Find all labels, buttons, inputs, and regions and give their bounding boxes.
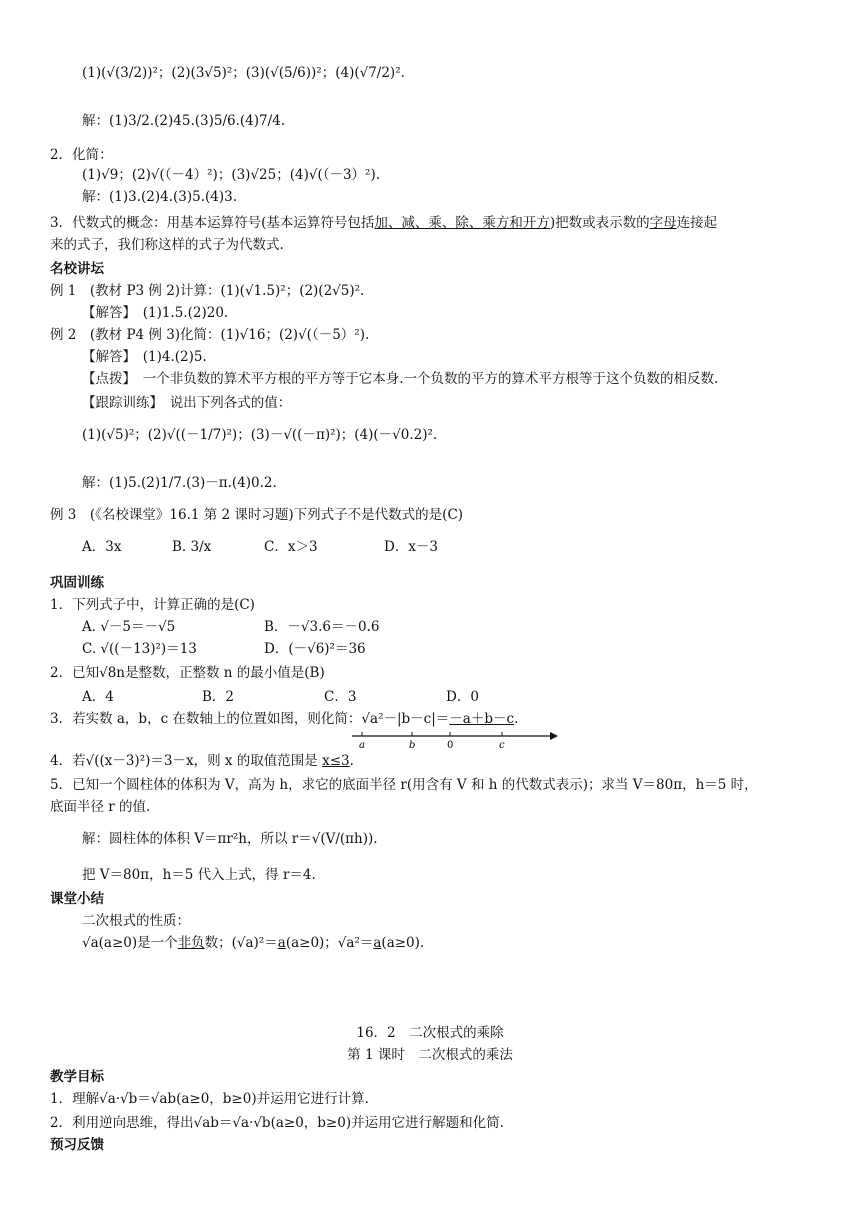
exercise-2-items: (1)√9；(2)√(（－4）²)；(3)√25；(4)√(（－3）²). <box>82 167 381 183</box>
practice-3 <box>50 710 518 728</box>
practice-5-continuation: 底面半径 r 的值. <box>50 799 151 815</box>
practice-2-option-d: D．0 <box>446 689 479 705</box>
practice-4-answer: x≤3 <box>322 753 350 769</box>
practice-2: 2．已知√8n是整数，正整数 n 的最小值是(B) <box>50 665 325 681</box>
summary-answer-a1: a <box>277 935 286 951</box>
exercise-1-items: (1)(√(3/2))²；(2)(3√5)²；(3)(√(5/6))²；(4)(√7/2)². <box>82 65 405 81</box>
follow-up-practice-items: (1)(√5)²；(2)√((－1/7)²)；(3)－√((－π)²)；(4)(－√0.2)². <box>82 427 438 443</box>
example-3-option-a: A．3x <box>82 539 122 555</box>
definition-continuation: 来的式子，我们称这样的式子为代数式. <box>50 237 284 253</box>
practice-4-end: . <box>349 753 354 769</box>
practice-1-option-d: D．(－√6)²＝36 <box>264 641 366 657</box>
label-0: 0 <box>447 740 454 751</box>
practice-5-solution-continued: 把 V＝80π，h＝5 代入上式，得 r＝4. <box>82 867 316 883</box>
objective-1: 1．理解√a·√b＝√ab(a≥0，b≥0)并运用它进行计算. <box>50 1091 369 1107</box>
section-heading-lecture: 名校讲坛 <box>50 261 104 277</box>
definition-text-b: )把数或表示数的 <box>549 215 650 231</box>
example-2: 例 2 (教材 P4 例 3)化简：(1)√16；(2)√(（－5）²). <box>50 327 370 343</box>
number-line-arrow <box>550 732 558 740</box>
algebraic-expression-definition <box>50 214 717 232</box>
practice-3-text: 3．若实数 a，b，c 在数轴上的位置如图，则化简：√a²－|b－c|＝ <box>50 711 450 727</box>
summary-answer-nonnegative: 非负 <box>177 935 205 951</box>
section-heading-preview: 预习反馈 <box>50 1137 104 1153</box>
practice-3-end: . <box>514 711 519 727</box>
practice-5: 5．已知一个圆柱体的体积为 V，高为 h，求它的底面半径 r(用含有 V 和 h 的代数式表示)；求当 V＝80π，h＝5 时， <box>50 777 758 793</box>
letters-answer: 字母 <box>649 215 677 231</box>
example-3-option-c: C．x＞3 <box>264 539 318 555</box>
example-3-option-d: D．x－3 <box>384 539 439 555</box>
exercise-2-title: 2．化简： <box>50 147 113 163</box>
summary-text-d: (a≥0). <box>381 935 425 951</box>
section-heading-summary: 课堂小结 <box>50 891 104 907</box>
label-b: b <box>409 740 416 751</box>
example-1-answer: 【解答】 (1)1.5.(2)20. <box>82 305 229 321</box>
summary-properties <box>82 934 424 952</box>
label-c: c <box>499 740 505 751</box>
practice-5-solution: 解：圆柱体的体积 V＝πr²h，所以 r＝√(V/(πh)). <box>82 831 378 847</box>
practice-4-text: 4．若√((x－3)²)＝3－x，则 x 的取值范围是 <box>50 753 323 769</box>
definition-text-c: 连接起 <box>676 215 718 231</box>
example-1: 例 1 (教材 P3 例 2)计算：(1)(√1.5)²；(2)(2√5)². <box>50 283 365 299</box>
section-title: 16．2 二次根式的乘除 <box>356 1025 504 1041</box>
follow-up-practice-title: 【跟踪训练】 说出下列各式的值： <box>82 395 292 411</box>
practice-2-option-a: A．4 <box>82 689 114 705</box>
operations-answer: 加、减、乘、除、乘方和开方 <box>374 215 550 231</box>
lesson-title: 第 1 课时 二次根式的乘法 <box>347 1047 513 1063</box>
summary-text-c: (a≥0)；√a²＝ <box>285 935 374 951</box>
section-heading-objectives: 教学目标 <box>50 1069 104 1085</box>
example-2-answer: 【解答】 (1)4.(2)5. <box>82 349 207 365</box>
example-3: 例 3 (《名校课堂》16.1 第 2 课时习题)下列式子不是代数式的是(C) <box>50 507 464 523</box>
exercise-2-solution: 解：(1)3.(2)4.(3)5.(4)3. <box>82 189 238 205</box>
example-2-tip: 【点拨】 一个非负数的算术平方根的平方等于它本身.一个负数的平方的算术平方根等于这个负数的相反数. <box>82 371 719 387</box>
objective-2: 2．利用逆向思维，得出√ab＝√a·√b(a≥0，b≥0)并运用它进行解题和化简. <box>50 1115 504 1131</box>
example-3-option-b: B. 3/x <box>172 539 212 555</box>
practice-3-answer: －a＋b－c <box>449 711 515 727</box>
label-a: a <box>359 740 365 751</box>
summary-intro: 二次根式的性质： <box>82 913 190 929</box>
practice-2-option-c: C．3 <box>324 689 357 705</box>
number-line <box>350 728 560 752</box>
practice-1-option-a: A. √－5＝－√5 <box>82 619 176 635</box>
definition-text-a: 3．代数式的概念：用基本运算符号(基本运算符号包括 <box>50 215 375 231</box>
summary-answer-a2: a <box>373 935 382 951</box>
section-heading-practice: 巩固训练 <box>50 575 104 591</box>
practice-4 <box>50 752 354 770</box>
practice-1-option-b: B．－√3.6＝－0.6 <box>264 619 380 635</box>
exercise-1-solution: 解：(1)3/2.(2)45.(3)5/6.(4)7/4. <box>82 113 286 129</box>
practice-1-option-c: C. √((－13)²)＝13 <box>82 641 197 657</box>
follow-up-practice-solution: 解：(1)5.(2)1/7.(3)－π.(4)0.2. <box>82 475 277 491</box>
practice-2-option-b: B．2 <box>202 689 235 705</box>
summary-text-b: 数；(√a)²＝ <box>204 935 278 951</box>
summary-text-a: √a(a≥0)是一个 <box>82 935 178 951</box>
practice-1: 1．下列式子中，计算正确的是(C) <box>50 597 255 613</box>
